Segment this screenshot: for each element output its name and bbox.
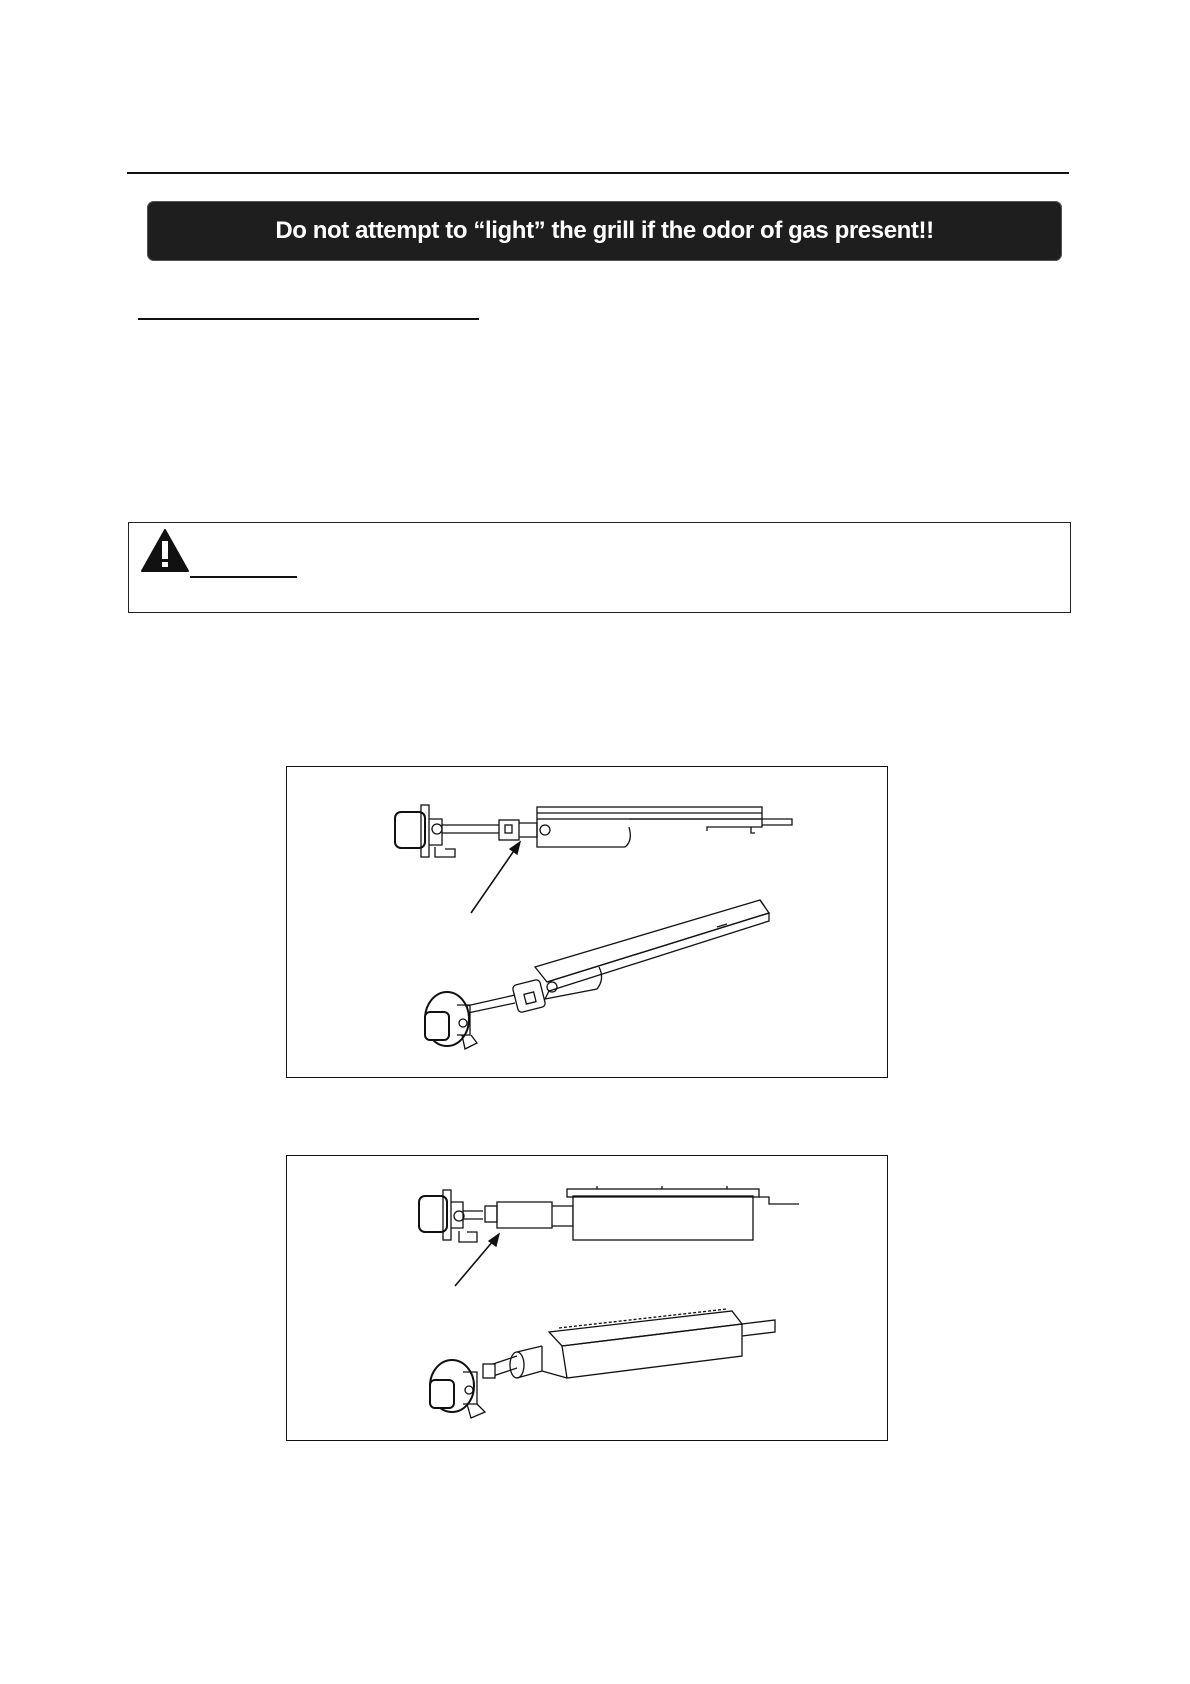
gas-warning-banner [147,201,1062,261]
warning-box [128,522,1071,613]
infrared-burner-perspective-view [430,1309,775,1418]
warning-triangle-icon [140,528,190,573]
infrared-burner-figure [286,1155,888,1441]
infrared-burner-side-view [419,1186,799,1286]
callout-arrow-1 [471,842,520,913]
top-divider [127,172,1069,174]
warning-label-underline [190,576,297,578]
section-heading-underline [138,318,479,320]
tube-burner-figure [286,766,888,1078]
tube-burner-side-view [395,805,792,913]
gas-warning-text: Do not attempt to “light” the grill if the odor of gas present!! [275,217,934,244]
tube-burner-perspective-view [425,900,769,1049]
